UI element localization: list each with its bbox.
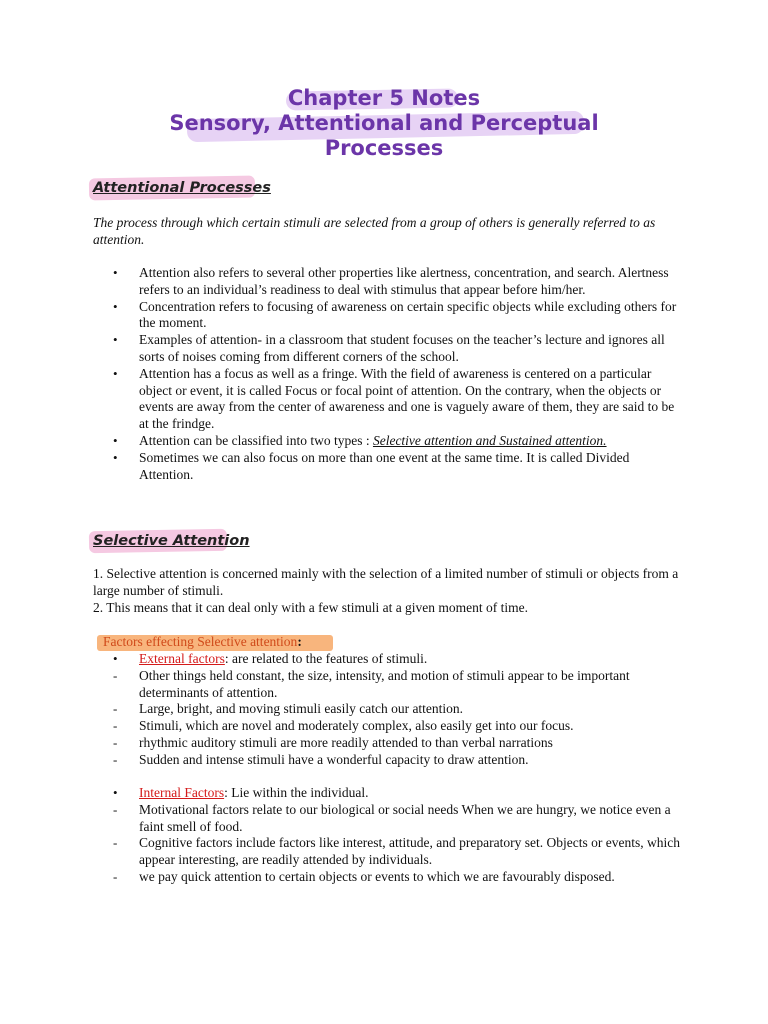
title-line-1: Chapter 5 Notes (288, 86, 480, 111)
attention-bullet-list (93, 265, 683, 483)
title-line-3: Processes (324, 136, 444, 160)
list-item: • Attention can be classified into two types : Selective attention and Sustained attention. (113, 432, 607, 448)
list-item: • Sometimes we can also focus on more than one event at the same time. It is called Divided Attention. (113, 449, 630, 482)
paragraph-1: 1. Selective attention is concerned mainly with the selection of a limited number of stimuli or objects from a large number of stimuli. (93, 566, 679, 598)
internal-factors-list (93, 785, 683, 886)
selective-attention-paragraphs (93, 566, 683, 616)
list-item: • Concentration refers to focusing of awareness on certain specific objects while excluding others for the moment. (113, 298, 677, 331)
title-line-2: Sensory, Attentional and Perceptual (169, 111, 598, 136)
intro-paragraph: The process through which certain stimuli are selected from a group of others is generally referred to as attention. (93, 215, 656, 247)
list-item: - Large, bright, and moving stimuli easily catch our attention. (113, 701, 464, 717)
internal-factors-label: Internal Factors (139, 785, 225, 800)
paragraph-2: 2. This means that it can deal only with a few stimuli at a given moment of time. (93, 599, 529, 615)
list-item: - rhythmic auditory stimuli are more readily attended to than verbal narrations (113, 734, 553, 750)
list-item: - Cognitive factors include factors like interest, attitude, and preparatory set. Objects or events, which appear interesting, are readily attended by individuals. (113, 835, 680, 868)
list-item: - Motivational factors relate to our biological or social needs When we are hungry, we notice even a faint smell of food. (113, 801, 671, 834)
list-item: • Attention also refers to several other properties like alertness, concentration, and search. Alertness refers to an individual’s readiness to deal with stimulus that appear before him/her. (113, 265, 669, 297)
attention-types-text: Selective attention and Sustained attention. (372, 432, 607, 448)
section-heading-selective-attention: Selective Attention (93, 533, 250, 549)
list-item: • External factors: are related to the features of stimuli. (113, 651, 428, 666)
external-factors-label: External factors (139, 651, 225, 666)
list-item: - we pay quick attention to certain objects or events to which we are favourably disposed. (113, 868, 615, 884)
list-item: - Other things held constant, the size, intensity, and motion of stimuli appear to be important determinants of attention. (113, 667, 630, 700)
list-item: - Stimuli, which are novel and moderately complex, also easily get into our focus. (113, 718, 574, 734)
list-item: - Sudden and intense stimuli have a wonderful capacity to draw attention. (113, 751, 529, 767)
section-heading-attentional-processes: Attentional Processes (93, 180, 271, 196)
external-factors-list (93, 651, 683, 769)
page-title (0, 86, 768, 161)
list-item: • Internal Factors: Lie within the individual. (113, 785, 369, 800)
list-item: • Attention has a focus as well as a fringe. With the field of awareness is centered on a particular object or event, it is called Focus or focal point of attention. On the contrary, when the objects or events are away from the center of awareness and one is vaguely aware of them, they are said to be at the frindge. (113, 365, 675, 432)
factors-heading: Factors effecting Selective attention: (103, 634, 302, 651)
list-item: • Examples of attention- in a classroom that student focuses on the teacher’s lecture and ignores all sorts of noises coming from different corners of the school. (113, 332, 665, 364)
